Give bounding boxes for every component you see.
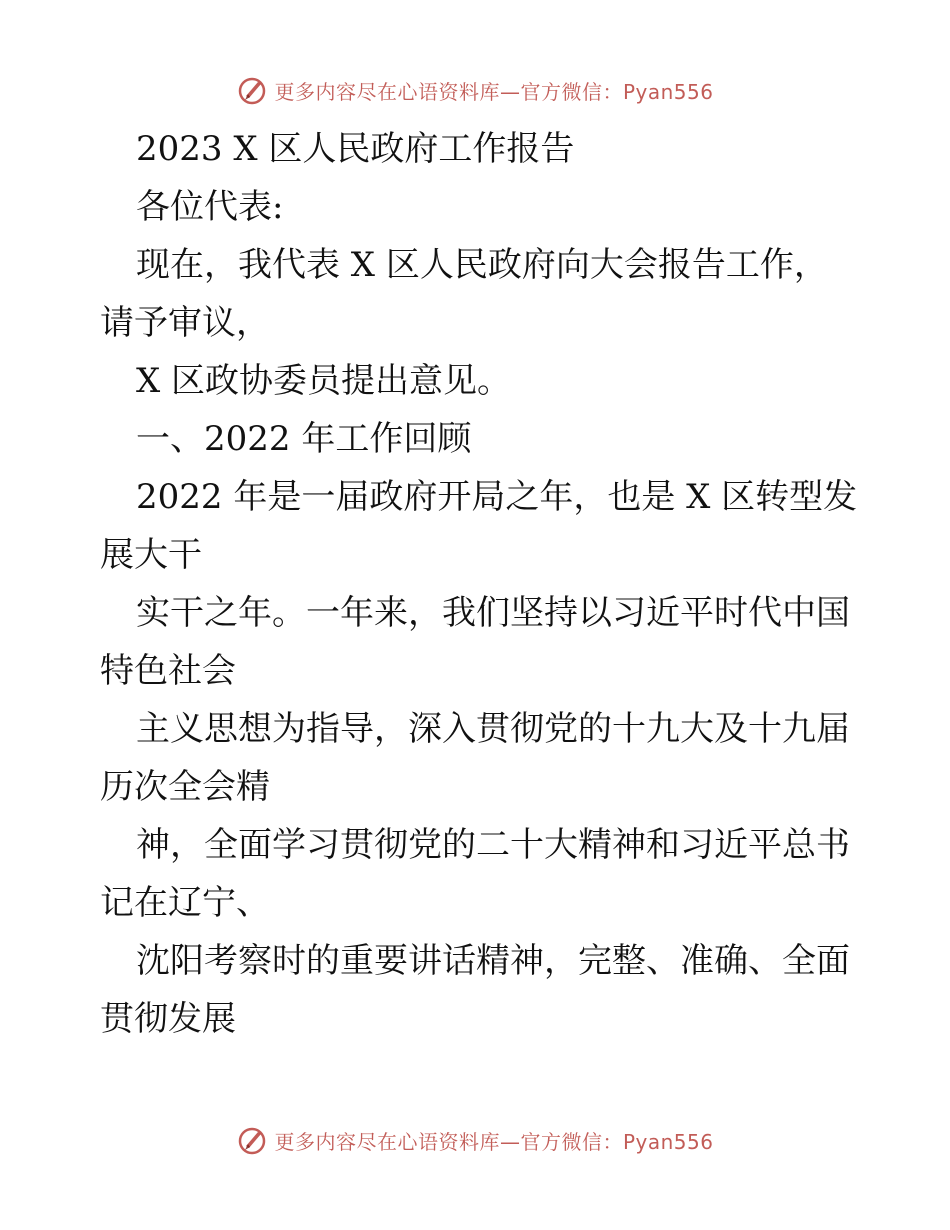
quill-logo-icon (236, 1124, 268, 1156)
text-line: 主义思想为指导，深入贯彻党的十九大及十九届 (136, 709, 850, 749)
document-body (100, 120, 860, 1048)
watermark-text: 更多内容尽在心语资料库—官方微信：Pyan556 (274, 79, 714, 104)
text-line: 实干之年。一年来，我们坚持以习近平时代中国 (136, 593, 850, 633)
text-line: 2022 年是一届政府开局之年，也是 X 区转型发 (136, 477, 858, 517)
text-line: 神，全面学习贯彻党的二十大精神和习近平总书 (136, 825, 850, 865)
quill-logo-icon (236, 74, 268, 106)
text-line: 历次全会精 (100, 767, 270, 807)
text-line: 沈阳考察时的重要讲话精神，完整、准确、全面 (136, 941, 850, 981)
text-line: 特色社会 (100, 651, 236, 691)
watermark-header (0, 70, 950, 110)
watermark-footer (0, 1120, 950, 1160)
text-line: 贯彻发展 (100, 999, 236, 1039)
text-line: X 区政协委员提出意见。 (136, 361, 512, 401)
text-line: 各位代表: (136, 187, 284, 227)
watermark-text: 更多内容尽在心语资料库—官方微信：Pyan556 (274, 1129, 714, 1154)
text-line: 展大干 (100, 535, 202, 575)
text-line: 现在，我代表 X 区人民政府向大会报告工作， (136, 245, 828, 285)
text-line: 一、2022 年工作回顾 (136, 419, 472, 459)
text-line: 请予审议， (100, 303, 270, 343)
text-line: 2023 X 区人民政府工作报告 (136, 129, 575, 169)
text-line: 记在辽宁、 (100, 883, 270, 923)
